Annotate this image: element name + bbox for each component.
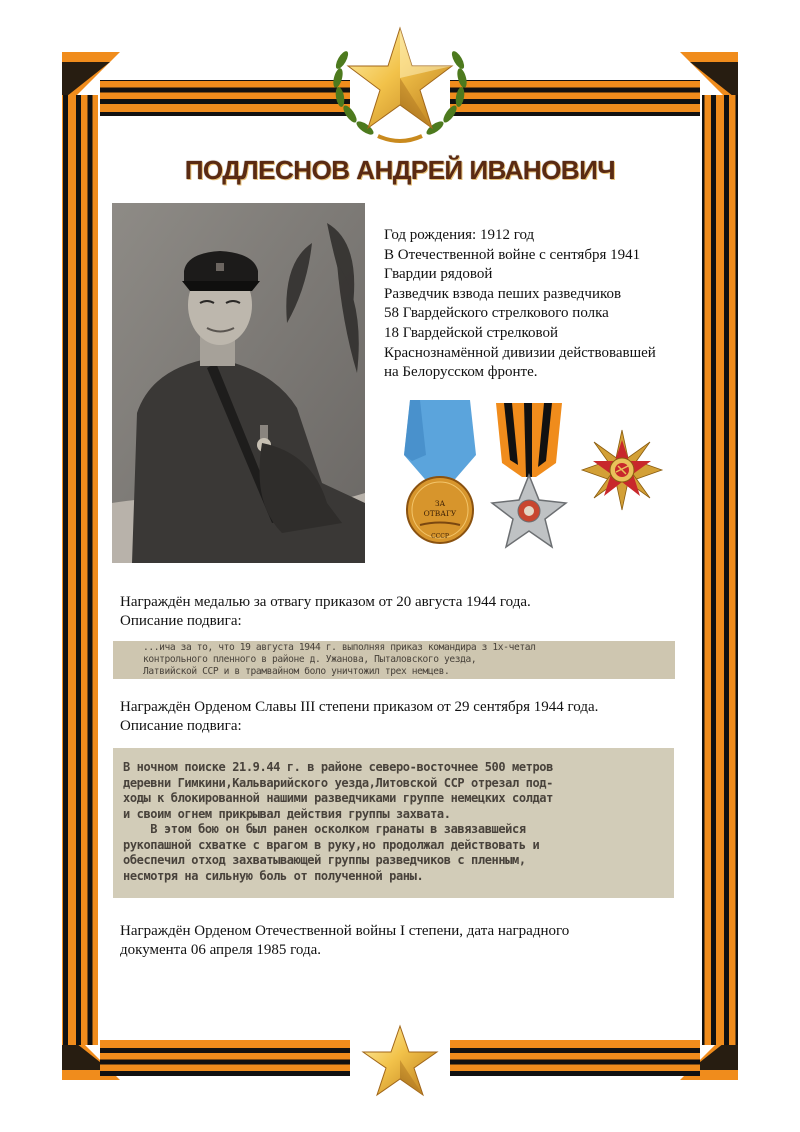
- biography: [384, 226, 704, 383]
- scan-line: рукопашной схватке с врагом в руку,но продолжал действовать и: [123, 837, 540, 852]
- bio-line: Краснознамённой дивизии действовавшей: [384, 344, 656, 361]
- scan-line: В этом бою он был ранен осколком гранаты в завязавшейся: [123, 822, 526, 836]
- award-3-text-line-1: Награждён Орденом Отечественной войны I степени, дата наградного: [120, 923, 570, 939]
- award-2: [120, 698, 680, 736]
- page-title: ПОДЛЕСНОВ АНДРЕЙ ИВАНОВИЧ: [184, 155, 616, 185]
- archive-scan-1: [113, 641, 675, 679]
- scan-line: контрольного пленного в районе д. Ужанова, Пыталовского уезда,: [143, 654, 477, 665]
- scan-line: несмотря на сильную боль от полученной раны.: [123, 868, 424, 883]
- order-of-patriotic-war-icon: [582, 430, 662, 510]
- gold-star-icon: [348, 28, 452, 128]
- scan-line: обеспечил отход захватывающей группы разведчиков с пленным,: [123, 853, 526, 867]
- medals-row: [400, 395, 670, 560]
- archive-scan-2: [113, 748, 674, 898]
- order-of-glory-icon: [492, 403, 566, 547]
- award-1-text: Награждён медалью за отвагу приказом от 20 августа 1944 года.: [120, 594, 531, 610]
- medal-text-bottom: СССР: [431, 533, 449, 540]
- medal-for-courage-icon: [404, 400, 476, 543]
- bio-line: на Белорусском фронте.: [384, 364, 538, 381]
- bio-line: Гвардии рядовой: [384, 266, 493, 283]
- bio-line: 58 Гвардейского стрелкового полка: [384, 305, 609, 322]
- bio-line: 18 Гвардейской стрелковой: [384, 324, 559, 341]
- award-2-text: Награждён Орденом Славы III степени приказом от 29 сентября 1944 года.: [120, 699, 599, 715]
- medal-text-line-1: ЗА: [434, 499, 446, 508]
- scan-line: В ночном поиске 21.9.44 г. в районе северо-восточнее 500 метров: [123, 760, 553, 774]
- award-1-label: Описание подвига:: [120, 613, 242, 629]
- scan-line: и своим огнем прикрывал действия группы захвата.: [123, 806, 451, 821]
- medal-text-line-2: ОТВАГУ: [423, 509, 457, 518]
- award-2-label: Описание подвига:: [120, 718, 242, 734]
- soldier-portrait: [112, 203, 365, 563]
- bio-line: В Отечественной войне с сентября 1941: [384, 246, 641, 263]
- scan-line: ...ича за то, что 19 августа 1944 г. выполняя приказ командира з 1х-четал: [143, 642, 536, 653]
- bio-line: Год рождения: 1912 год: [384, 227, 535, 243]
- bio-line: Разведчик взвода пеших разведчиков: [384, 285, 622, 302]
- scan-line: ходы к блокированной нашими разведчиками группе немецких солдат: [123, 791, 553, 805]
- scan-line: Латвийской ССР и в трамвайном боло уничтожил трех немцев.: [143, 666, 450, 677]
- scan-line: деревни Гимкини,Кальварийского уезда,Литовской ССР отрезал под-: [123, 775, 553, 790]
- award-1: [120, 593, 680, 631]
- award-3: [120, 922, 680, 960]
- award-3-text-line-2: документа 06 апреля 1985 года.: [120, 942, 321, 958]
